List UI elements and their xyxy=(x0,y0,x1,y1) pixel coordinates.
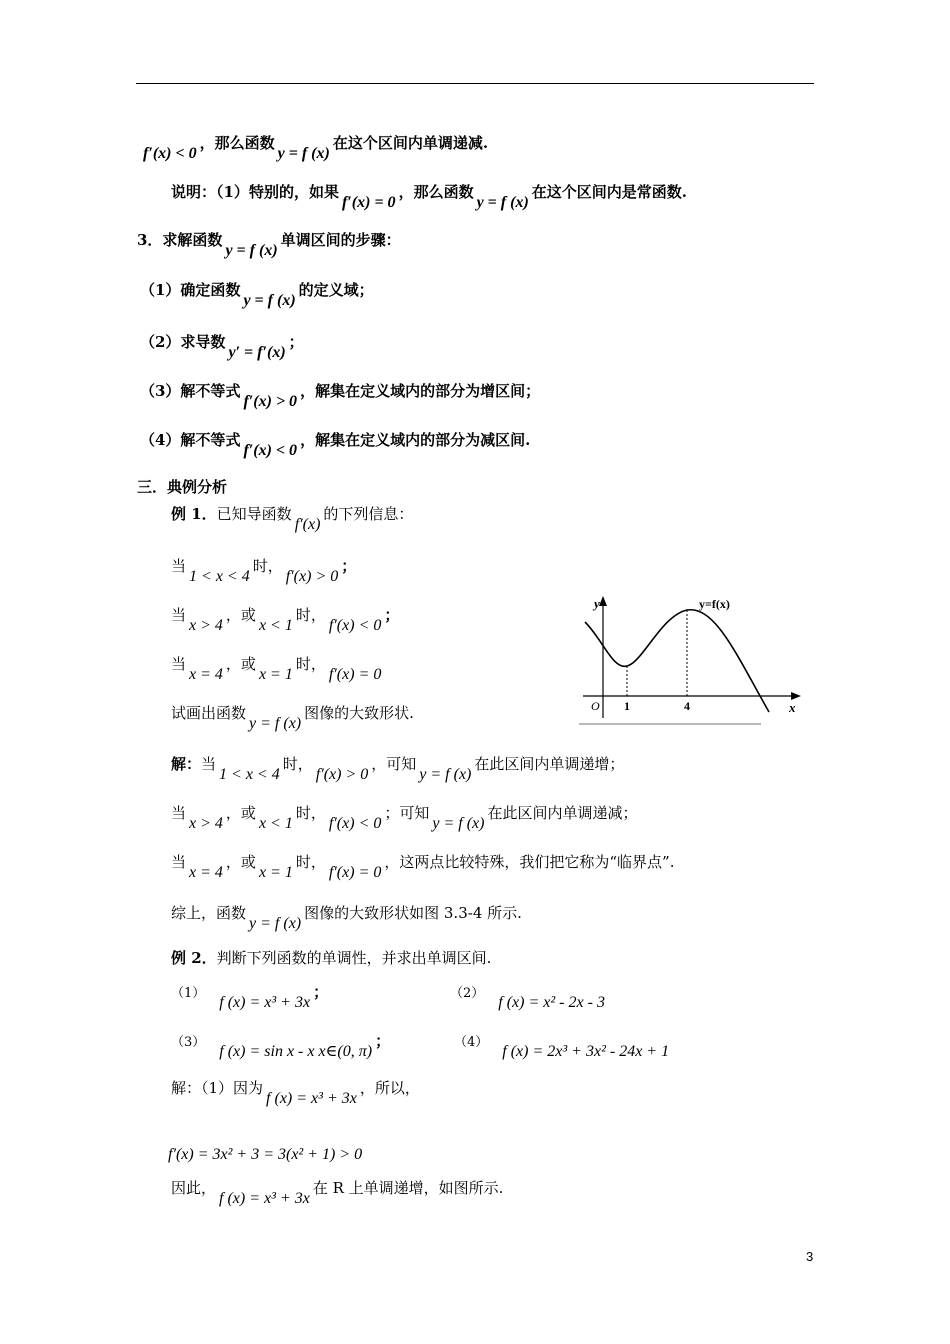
header-rule xyxy=(136,83,814,84)
line-5: （2）求导数y′ = f′(x)； xyxy=(140,333,304,361)
solution-line-2: 当x > 4，或x < 1时，f′(x) < 0；可知y = f (x)在此区间内单调递减； xyxy=(171,804,638,832)
example-1-cond-3: 当x = 4，或x = 1时，f′(x) = 0 xyxy=(171,655,382,683)
curve-y-f-x xyxy=(585,610,769,712)
solution-summary: 综上，函数y = f (x)图像的大致形状如图 3.3-4 所示. xyxy=(171,904,522,932)
example-2-item-2: （2）f (x) = x² - 2x - 3 xyxy=(450,986,605,1011)
tick-label-1: 1 xyxy=(624,699,630,713)
line-6: （3）解不等式f′(x) > 0，解集在定义域内的部分为增区间； xyxy=(140,382,541,410)
example-2-conclusion: 因此，f (x) = x³ + 3x在 R 上单调递增，如图所示. xyxy=(171,1179,504,1207)
example-2-item-4: （4）f (x) = 2x³ + 3x² - 24x + 1 xyxy=(454,1035,670,1060)
example-1-cond-1: 当1 < x < 4时，f′(x) > 0； xyxy=(171,557,357,585)
page-number: 3 xyxy=(806,1249,814,1264)
curve-label: y=f(x) xyxy=(699,597,730,611)
line-4: （1）确定函数y = f (x)的定义域； xyxy=(140,281,374,309)
function-graph xyxy=(575,592,815,732)
example-1-task: 试画出函数y = f (x)图像的大致形状. xyxy=(171,704,414,732)
line-7: （4）解不等式f′(x) < 0，解集在定义域内的部分为减区间. xyxy=(140,431,531,459)
line-1: f′(x) < 0，那么函数y = f (x)在这个区间内单调递减. xyxy=(143,134,489,162)
example-2-solution-1: 解：（1）因为f (x) = x³ + 3x，所以， xyxy=(171,1079,420,1107)
example-1-cond-2: 当x > 4，或x < 1时，f′(x) < 0； xyxy=(171,606,400,634)
y-axis-label: y xyxy=(594,596,600,611)
line-2: 说明：（1）特别的，如果f′(x) = 0，那么函数y = f (x)在这个区间内是常函数. xyxy=(171,183,688,211)
y-axis-arrow xyxy=(599,596,607,606)
x-axis-arrow xyxy=(791,692,801,700)
example-2-items-1-2: （1）f (x) = x³ + 3x； xyxy=(171,983,329,1011)
origin-label: O xyxy=(591,699,600,713)
x-axis-label: x xyxy=(789,700,796,715)
solution-line-3: 当x = 4，或x = 1时，f′(x) = 0，这两点比较特殊，我们把它称为“临界点”. xyxy=(171,853,675,881)
tick-label-4: 4 xyxy=(684,699,690,713)
example-2-item-3: （3）f (x) = sin x - x x∈(0, π)； xyxy=(171,1032,391,1060)
example-2-title: 例 2．判断下列函数的单调性，并求出单调区间. xyxy=(171,949,492,967)
example-1-title: 例 1．已知导函数f′(x)的下列信息： xyxy=(171,505,414,533)
solution-line-1: 解：当1 < x < 4时，f′(x) > 0，可知y = f (x)在此区间内单调递增； xyxy=(171,755,625,783)
example-2-derivative: f′(x) = 3x² + 3 = 3(x² + 1) > 0 xyxy=(168,1146,363,1163)
section-heading: 三．典例分析 xyxy=(137,478,228,496)
line-3: 3．求解函数y = f (x)单调区间的步骤： xyxy=(137,231,401,259)
